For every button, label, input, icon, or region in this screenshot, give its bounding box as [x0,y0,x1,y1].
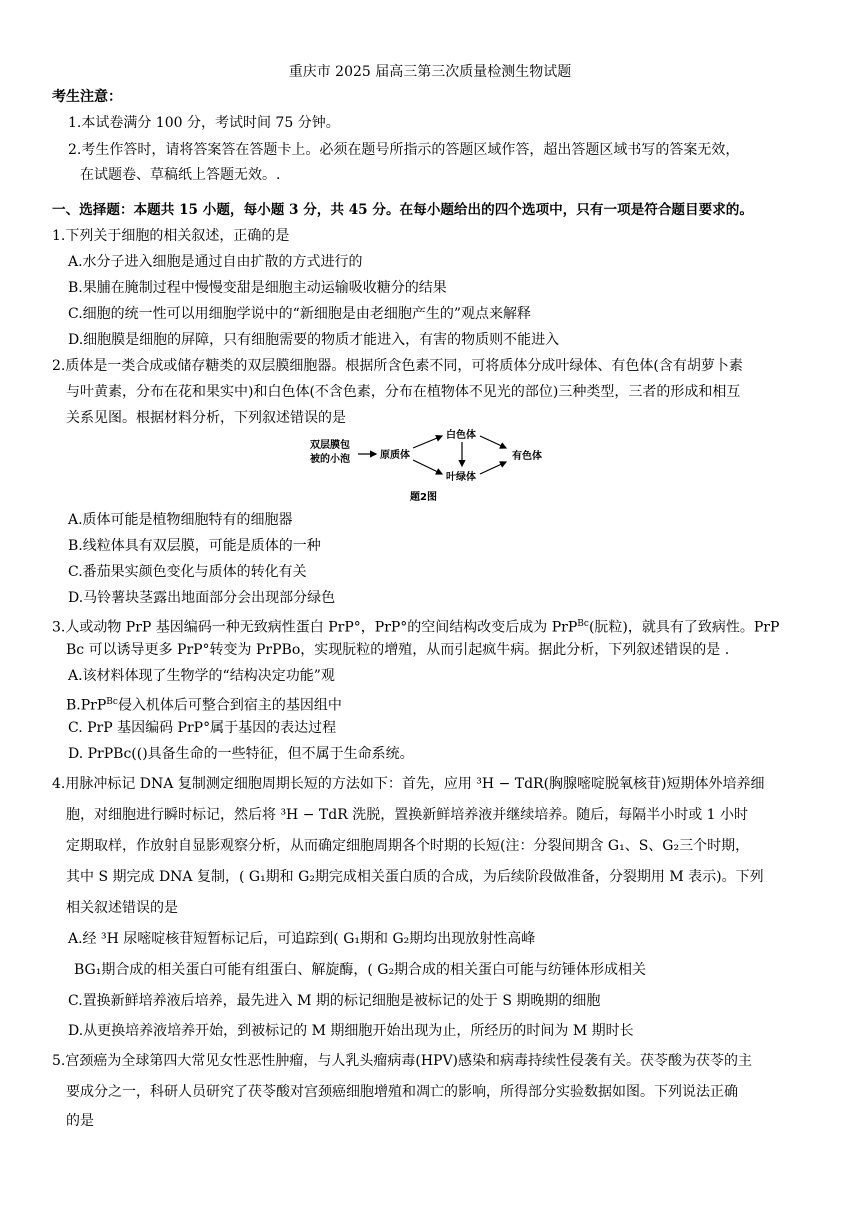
option-text: 侵入机体后可整合到宿主的基因组中 [117,697,342,714]
question-2-stem: 关系见图。根据材料分析，下列叙述错误的是 [66,410,346,426]
chloroplast-label: 叶绿体 [446,472,476,483]
question-4-stem: 相关叙述错误的是 [66,900,178,916]
section-heading: 一、选择题：本题共 15 小题，每小题 3 分，共 45 分。在每小题给出的四个选项中，只有一项是符合题目要求的。 [52,202,753,218]
question-5-stem: 要成分之一，科研人员研究了茯苓酸对宫颈癌细胞增殖和凋亡的影响，所得部分实验数据如图。下列说法正确 [66,1084,738,1100]
question-5-stem: 的是 [66,1113,94,1129]
question-1-option-b: B.果脯在腌制过程中慢慢变甜是细胞主动运输吸收糖分的结果 [68,280,447,296]
question-3-option-c: C. PrP 基因编码 PrP°属于基因的表达过程 [68,720,337,736]
notice-item: 在试题卷、草稿纸上答题无效。. [80,167,281,183]
diagram-caption: 题2图 [410,492,437,503]
question-4-option-b: BG₁期合成的相关蛋白可能有组蛋白、解旋酶，( G₂期合成的相关蛋白可能与纺锤体形成相关 [74,962,647,978]
question-3-stem [52,614,779,638]
superscript: Bc [106,697,118,707]
question-4-stem: 4.用脉冲标记 DNA 复制测定细胞周期长短的方法如下：首先，应用 ³H − TdR(胸腺嘧啶脱氧核苷)短期体外培养细 [52,776,765,792]
page-title: 重庆市 2025 届高三第三次质量检测生物试题 [288,64,572,80]
question-2-option-b: B.线粒体具有双层膜，可能是质体的一种 [68,538,321,554]
question-3-option-b [66,692,342,716]
option-text: B.PrP [66,697,107,714]
question-4-stem: 胞，对细胞进行瞬时标记，然后将 ³H − TdR 洗脱，置换新鲜培养液并继续培养。随后，每隔半小时或 1 小时 [66,807,748,823]
question-3-option-d: D. PrPBc(()具备生命的一些特征，但不属于生命系统。 [68,746,414,762]
question-4-option-d: D.从更换培养液培养开始，到被标记的 M 期细胞开始出现为止，所经历的时间为 M 期时长 [68,1023,634,1039]
stem-text: 3.人或动物 PrP 基因编码一种无致病性蛋白 PrP°，PrP°的空间结构改变后成为 PrP [52,619,578,636]
question-4-stem: 定期取样，作放射自显影观察分析，从而确定细胞周期各个时期的长短(注：分裂间期含 G₁、S、G₂三个时期， [66,838,750,854]
notice-heading: 考生注意： [52,89,122,105]
question-1-option-c: C.细胞的统一性可以用细胞学说中的“新细胞是由老细胞产生的”观点来解释 [68,306,531,322]
proplastid-label: 原质体 [380,450,410,461]
vesicle-label: 被的小泡 [310,454,350,465]
question-2-stem: 2.质体是一类合成或储存糖类的双层膜细胞器。根据所含色素不同，可将质体分成叶绿体、有色体(含有胡萝卜素 [52,358,743,374]
question-4-stem: 其中 S 期完成 DNA 复制，( G₁期和 G₂期完成相关蛋白质的合成，为后续阶段做准备，分裂期用 M 表示)。下列 [66,869,764,885]
question-2-option-d: D.马铃薯块茎露出地面部分会出现部分绿色 [68,590,336,606]
question-1-option-d: D.细胞膜是细胞的屏障，只有细胞需要的物质才能进入，有害的物质则不能进入 [68,332,560,348]
question-1-option-a: A.水分子进入细胞是通过自由扩散的方式进行的 [68,254,363,270]
chromoplast-label: 有色体 [512,451,542,462]
superscript: Bc [577,619,589,629]
arrow [413,436,442,448]
arrow [480,462,506,474]
arrow [480,436,506,448]
question-5-stem: 5.宫颈癌为全球第四大常见女性恶性肿瘤，与人乳头瘤病毒(HPV)感染和病毒持续性侵袭有关。茯苓酸为茯苓的主 [52,1053,753,1069]
plastid-diagram-svg [300,424,570,506]
question-3-option-a: A.该材料体现了生物学的“结构决定功能”观 [68,668,335,684]
plastid-diagram [300,424,570,506]
arrow [413,460,442,474]
stem-text: (朊粒)，就具有了致病性。PrP [588,619,780,636]
question-3-stem: Bc 可以诱导更多 PrP°转变为 PrPBo，实现朊粒的增殖，从而引起疯牛病。据此分析，下列叙述错误的是 . [66,642,730,658]
question-4-option-c: C.置换新鲜培养液后培养，最先进入 M 期的标记细胞是被标记的处于 S 期晚期的细胞 [68,993,601,1009]
vesicle-label: 双层膜包 [310,440,350,451]
notice-item: 2.考生作答时，请将答案答在答题卡上。必须在题号所指示的答题区域作答，超出答题区域书写的答案无效， [68,142,740,158]
question-2-option-c: C.番茄果实颜色变化与质体的转化有关 [68,564,307,580]
notice-item: 1.本试卷满分 100 分，考试时间 75 分钟。 [68,115,340,131]
question-2-stem: 与叶黄素，分布在花和果实中)和白色体(不含色素，分布在植物体不见光的部位)三种类型，三者的形成和相互 [66,384,741,400]
leucoplast-label: 白色体 [446,430,476,441]
question-2-option-a: A.质体可能是植物细胞特有的细胞器 [68,512,293,528]
question-1-stem: 1.下列关于细胞的相关叙述，正确的是 [52,228,290,244]
question-4-option-a: A.经 ³H 尿嘧啶核苷短暂标记后，可追踪到( G₁期和 G₂期均出现放射性高峰 [68,931,536,947]
